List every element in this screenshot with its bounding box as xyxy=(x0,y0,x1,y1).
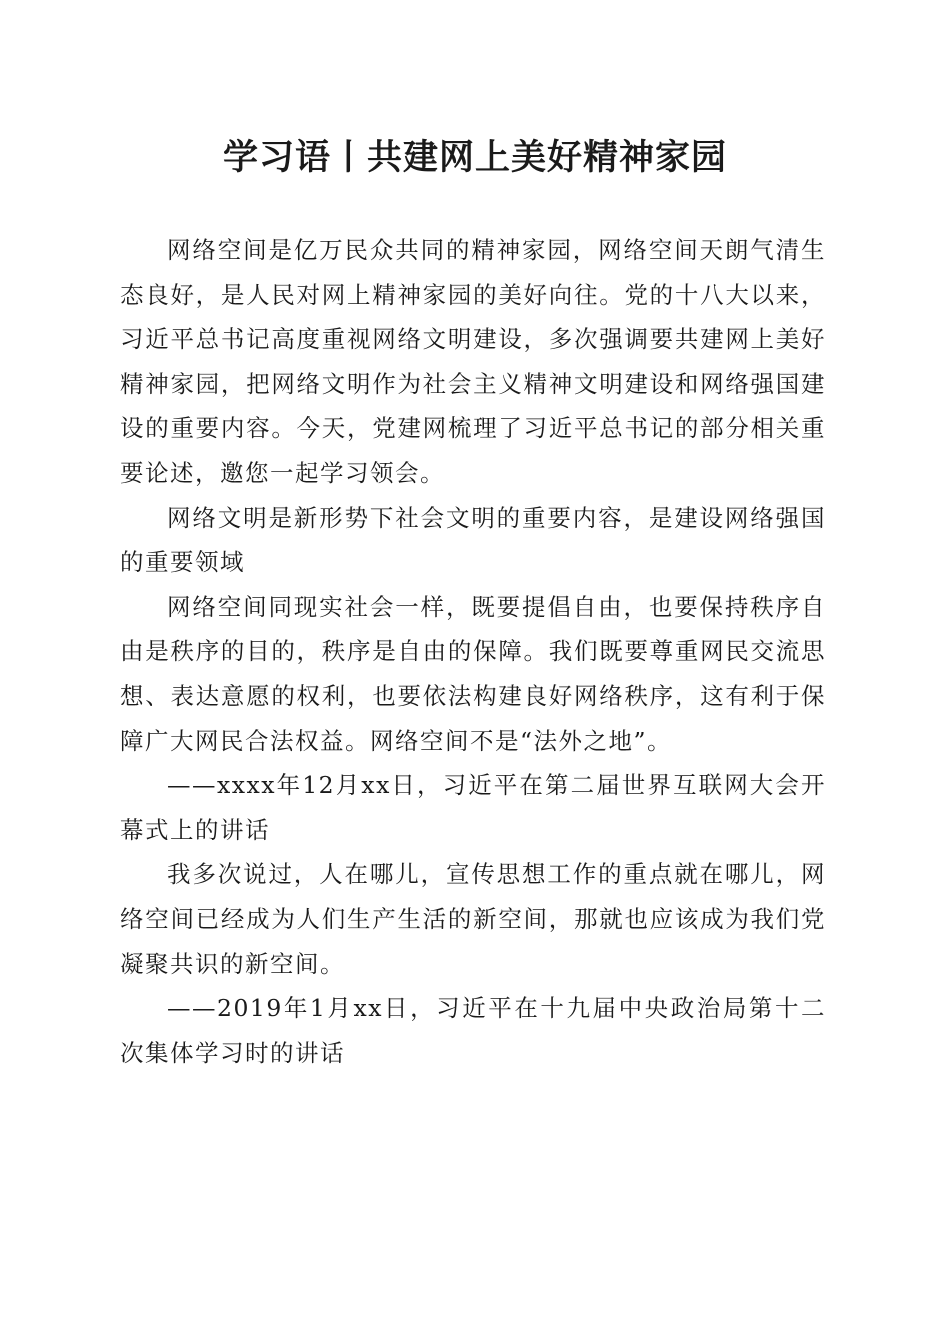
document-title: 学习语丨共建网上美好精神家园 xyxy=(222,137,727,178)
paragraph-quote-2: 我多次说过，人在哪儿，宣传思想工作的重点就在哪儿，网络空间已经成为人们生产生活的新空间，那就也应该成为我们党凝聚共识的新空间。 xyxy=(120,860,826,978)
document-body xyxy=(120,228,826,1075)
paragraph-quote-1: 网络空间同现实社会一样，既要提倡自由，也要保持秩序自由是秩序的目的，秩序是自由的保障。我们既要尊重网民交流思想、表达意愿的权利，也要依法构建良好网络秩序，这有利于保障广大网民合法权益。网络空间不是“法外之地”。 xyxy=(120,592,826,755)
paragraph-source-2: ——2019年1月xx日，习近平在十九届中央政治局第十二次集体学习时的讲话 xyxy=(120,994,826,1067)
paragraph-intro: 网络空间是亿万民众共同的精神家园，网络空间天朗气清生态良好，是人民对网上精神家园的美好向往。党的十八大以来，习近平总书记高度重视网络文明建设，多次强调要共建网上美好精神家园，把网络文明作为社会主义精神文明建设和网络强国建设的重要内容。今天，党建网梳理了习近平总书记的部分相关重要论述，邀您一起学习领会。 xyxy=(120,236,826,487)
paragraph-section-heading: 网络文明是新形势下社会文明的重要内容，是建设网络强国的重要领域 xyxy=(120,503,826,577)
paragraph-source-1: ——xxxx年12月xx日，习近平在第二届世界互联网大会开幕式上的讲话 xyxy=(120,771,826,844)
